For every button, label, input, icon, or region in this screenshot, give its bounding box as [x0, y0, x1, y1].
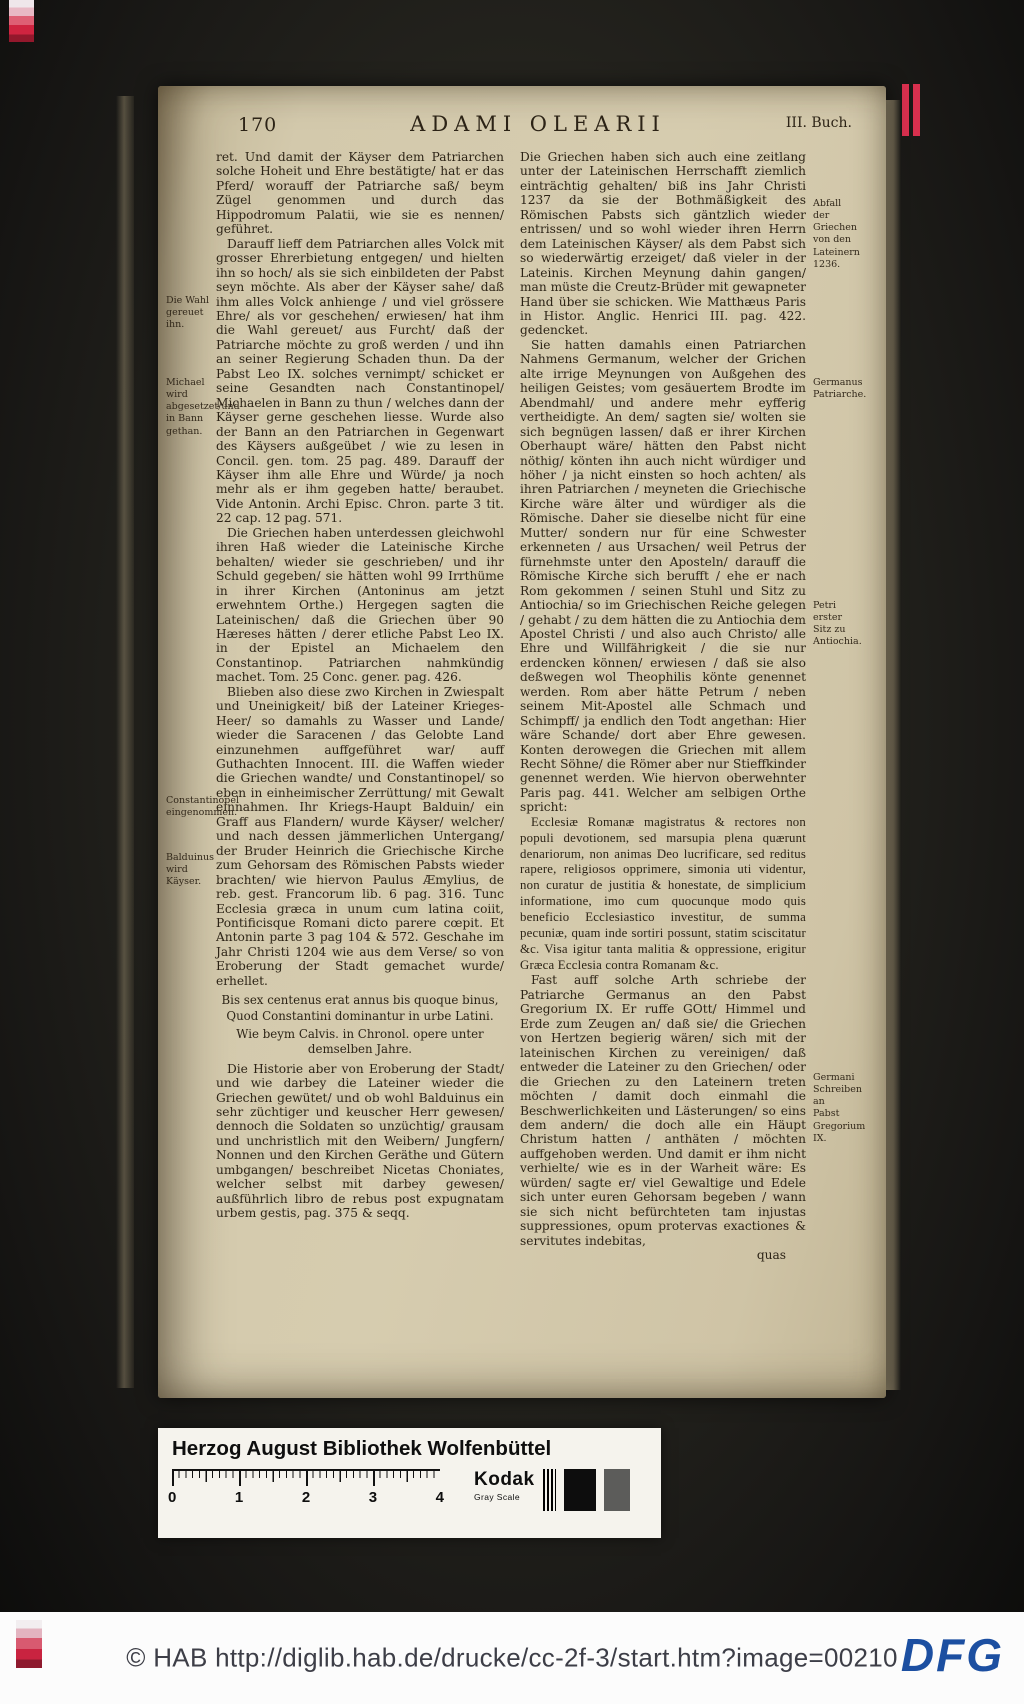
left-margin-notes [166, 150, 240, 1263]
kodak-subtitle: Gray Scale [474, 1492, 521, 1502]
dfg-logo: DFG [900, 1629, 1004, 1681]
kodak-gray-scale [474, 1469, 630, 1511]
margin-note: Constantinopel eingenommen. [166, 795, 240, 819]
ruler-block [168, 1469, 444, 1506]
verse-note: Wie beym Calvis. in Chronol. opere unter demselben Jahre. [236, 1026, 484, 1057]
verse-line: Quod Constantini dominantur in urbe Latini. [226, 1008, 494, 1023]
label-row [168, 1469, 647, 1511]
paragraph: Sie hatten damahls einen Patriarchen Nahmens Germanum, welcher der Grichen alte irrige Meynungen von Außgehen des heiligen Geistes; vom gesäuertem Brodte im Abendmahl/ und andere mehr eyfferig vertheidigte. An dem/ sagten sie/ wolten sie sich begnügen lassen/ daß er ihrer Kirchen Oberhaupt wäre/ hätten den Pabst nicht nöthig/ könten ihn auch nicht würdiger und höher / ja nicht einsten so hoch achten/ als ihren Patriarchen / meyneten die Griechische Kirche wäre älter und würdiger als die Römische. Daher sie dieselbe nicht für eine Mutter/ sondern nur für eine Schwester erkenneten / aus Ursachen/ weil Petrus der fürnehmste unter den Aposteln/ darauff die Römische Kirche sich berufft / ehe er nach Rom gekommen / seinen Stuhl und Sitz zu Antiochia/ so im Griechischen Reiche gelegen / gehabt / zu dem hätten die zu Antiochia dem Apostel Christi / und also auch Christo/ alle Ehre und Willfährigkeit / die sie nur erdencken können/ erwiesen / daß sie also deßwegen wol Theophilis könte genennet werden. Rom aber hätte Petrum / neben seinem Mit-Apostel alle Schmach und Schimpff/ ja endlich den Todt angethan: Hier wäre Schande/ dort aber Ehre gewesen. Konten derowegen die Griechen mit allem Recht Söhne/ die Römer aber nur Stieffkinder genennet werden. Wie hiervon oberwehnter Paris pag. 441. Welcher am selbigen Orthe spricht: [520, 337, 806, 815]
calibration-bar [913, 84, 920, 136]
catchword: quas [756, 1248, 786, 1263]
color-calibration-strip-top-left [9, 0, 34, 42]
margin-note: Germani Schreiben an Pabst Gregorium IX. [813, 1072, 866, 1144]
margin-note: Germanus Patriarche. [813, 377, 867, 401]
latin-verse [216, 993, 504, 1057]
running-title: ADAMI OLEARII [410, 112, 666, 136]
paragraph: Blieben also diese zwo Kirchen in Zwiespalt und Uneinigkeit/ biß der Lateiner Krieges-Heer/ so damahls zu Wasser und Lande/ wieder die Saracenen / das Gelobte Land einzunehmen auffgeführet war/ auff Guthachten Innocent. III. die Waffen wieder die Griechen wandte/ und Constantinopel/ so eben in einheimischer Zerrüttung/ mit Gewalt einnahmen. Ihr Kriegs-Haupt Balduin/ ein Graff aus Flandern/ wurde Käyser/ welcher/ und nach dessen jämmerlichen Untergang/ der Bruder Heinrich die Griechische Kirche zum Gehorsam des Römischen Pabsts wieder brachten/ wie hiervon Paulus Æmylius, de reb. gest. Francorum lib. 6 pag. 316. Tunc Ecclesia græca in unum cum latina coiit, Pontificisque Romani dicto parere cœpit. Et Antonin parte 3 pag 104 & 572. Geschahe im Jahr Christi 1204 wie aus dem Verse/ so von Eroberung der Stadt gemachet wurde/ erhellet. [216, 684, 504, 988]
text-columns [166, 150, 867, 1263]
library-name: Herzog August Bibliothek Wolfenbüttel [172, 1437, 552, 1460]
ruler-number: 2 [301, 1489, 311, 1506]
paragraph: Die Griechen haben sich auch eine zeitlang unter der Lateinischen Herrschafft ziemlich einträchtig gehalten/ biß ins Jahr Christi 1237 da sie der Bothmäßigkeit des Römischen Pabsts sich gäntzlich wieder entrissen/ und so wohl wieder ihren Herrn dem Lateinischen Käyser/ als dem Pabst sich so wiederwärtig erzeiget/ daß vieler in der Lateinis. Kirchen Meynung dahin gangen/ man müste die Creutz-Brüder mit gewapneter Hand über sie schicken. Wie Matthæus Paris in Histor. Anglic. Henrici III. pag. 422. gedencket. [520, 150, 806, 338]
verse-line: Bis sex centenus erat annus bis quoque binus, [221, 993, 499, 1008]
gray-scale-patch-gray [604, 1469, 630, 1511]
paragraph: Darauff lieff dem Patriarchen alles Volck mit grosser Ehrerbietung entgegen/ und hielten ihn so hoch/ als sie sich einbildeten der Pabst seyn möchte. Als aber der Käyser sahe/ daß ihm alles Volck anhienge / und viel grössere Ehre/ als vor geschehen/ erwiesen/ hat ihm die Wahl gereuet/ aus Furcht/ daß der Patriarche möchte zu groß werden / und ihn an seiner Regierung Schaden thun. Da der Pabst Leo IX. solches vernimpt/ schicket er seine Gesandten nach Constantinopel/ Michaelen in Bann zu thun / welches dann der Käyser gerne geschehen liesse. Wurde also der Bann an den Patriarchen in Gegenwart des Käysers außgeübet / wie zu lesen in Concil. gen. tom. 25 pag. 489. Darauff der Käyser ihm alle Ehre und Würde/ ja noch mehr als er ihm gegeben hatte/ beraubet. Vide Antonin. Archi Episc. Chron. parte 3 tit. 22 cap. 12 pag. 571. [216, 236, 504, 526]
book-part-label: III. Buch. [785, 115, 852, 131]
left-text-column [216, 150, 504, 1263]
paragraph: ret. Und damit der Käyser dem Patriarchen solche Hoheit und Ehre bestätigte/ hat er das Pferd/ worauff der Patriarche saß/ beym Zügel genommen und durch das Hippodromum Palatii, wie sie es nennen/ geführet. [216, 150, 504, 237]
barcode-patch [543, 1469, 556, 1511]
book-page [158, 86, 886, 1398]
margin-note: Balduinus wird Käyser. [166, 852, 215, 888]
page-stack-edge [884, 100, 901, 1390]
page-number: 170 [238, 114, 278, 136]
calibration-bar [902, 84, 909, 136]
margin-note: Die Wahl gereuet ihn. [166, 295, 210, 331]
footer-bar [0, 1612, 1024, 1704]
library-label-strip [158, 1428, 661, 1538]
right-text-column [520, 150, 806, 1263]
paragraph: Fast auff solche Arth schriebe der Patriarche Germanus an den Pabst Gregorium IX. Er ruffe GOtt/ Himmel und Erde zum Zeugen an/ daß sie/ die Griechen von Hertzen begierig wären/ sich mit der lateinischen Kirchen zu vereinigen/ daß entweder die Lateiner zu den Griechen/ oder die Griechen zu den Lateinern treten möchten / damit doch einmahl die Beschwerlichkeiten und Lästerungen/ so eins dem andern/ die doch alle ein Häupt Christum hatten / anthäten / möchten auffgehoben werden. Und damit er ihm nicht verhielte/ wie es in der Warheit wäre: Es würden/ sagte er/ viel Gewaltige und Edele sich unter euren Gehorsam begeben / wann sie sich nicht befürchteten tam injustas suppressiones, opum protervas exactiones & servitutes indebitas, [520, 973, 806, 1248]
margin-note: Michael wird abgesetzet/und in Bann gethan. [166, 377, 240, 437]
color-calibration-strip-bottom-left [16, 1620, 42, 1668]
kodak-text [474, 1469, 535, 1502]
color-calibration-strip-top-right [902, 84, 920, 136]
margin-note: Abfall der Griechen von den Lateinern 1236. [813, 198, 860, 270]
gray-scale-patch-black [564, 1469, 596, 1511]
ruler-number: 0 [168, 1489, 177, 1506]
latin-quotation: Ecclesiæ Romanæ magistratus & rectores non populi devotionem, sed marsupia plena quærunt denariorum, non animas Deo lucrificare, sed reditus rapere, religiosos opprimere, simonia uti videntur, non curatur de justitia & honestate, de simplicium informatione, imo cum quocunque modo quis beneficio Ecclesiastico investitur, de summa pecuniæ, quam inde sortiri possunt, statim sciscitatur &c. Visa igitur tanta malitia & oppressione, erigitur Græca Ecclesia contra Romanam &c. [520, 814, 806, 972]
ruler-numbers [168, 1489, 444, 1506]
margin-note: Petri erster Sitz zu Antiochia. [813, 600, 862, 648]
source-url: © HAB http://diglib.hab.de/drucke/cc-2f-3/start.htm?image=00210 [126, 1642, 898, 1673]
paragraph: Die Griechen haben unterdessen gleichwohl ihren Haß wieder die Lateinische Kirche behalten/ wieder sie geschrieben/ und ihr Schuld gegeben/ sie hätten wohl 99 Irrthüme in ihrer Kirchen (Antoninus am jetzt erwehntem Orthe.) Hergegen sagten die Lateinischen/ daß die Griechen über 90 Hæreses hätten / derer etliche Pabst Leo IX. in der Epistel an Michaelem den Constantinop. Patriarchen nahmkündig machet. Tom. 25 Conc. gener. pag. 426. [216, 525, 504, 685]
ruler-scale [172, 1469, 440, 1486]
book-gutter-edge [116, 96, 134, 1388]
paragraph: Die Historie aber von Eroberung der Stadt/ und wie darbey die Lateiner wieder die Griechen gewütet/ und ob wohl Balduinus ein sehr züchtiger und keuscher Herr gewesen/ dennoch die Soldaten so unzüchtig/ grausam und unchristlich mit den Weibern/ Jungfern/ Nonnen und den Kirchen Geräthe und Gütern umbgangen/ beschreibet Nicetas Choniates, welcher selbst mit darbey gewesen/ außführlich libro de rebus post expugnatam urbem gestis, pag. 375 & seqq. [216, 1061, 504, 1221]
ruler-number: 1 [234, 1489, 244, 1506]
page-header [224, 112, 852, 142]
ruler-number: 4 [435, 1489, 444, 1506]
kodak-brand: Kodak [474, 1469, 535, 1490]
right-margin-notes [813, 150, 867, 1263]
ruler-number: 3 [368, 1489, 378, 1506]
